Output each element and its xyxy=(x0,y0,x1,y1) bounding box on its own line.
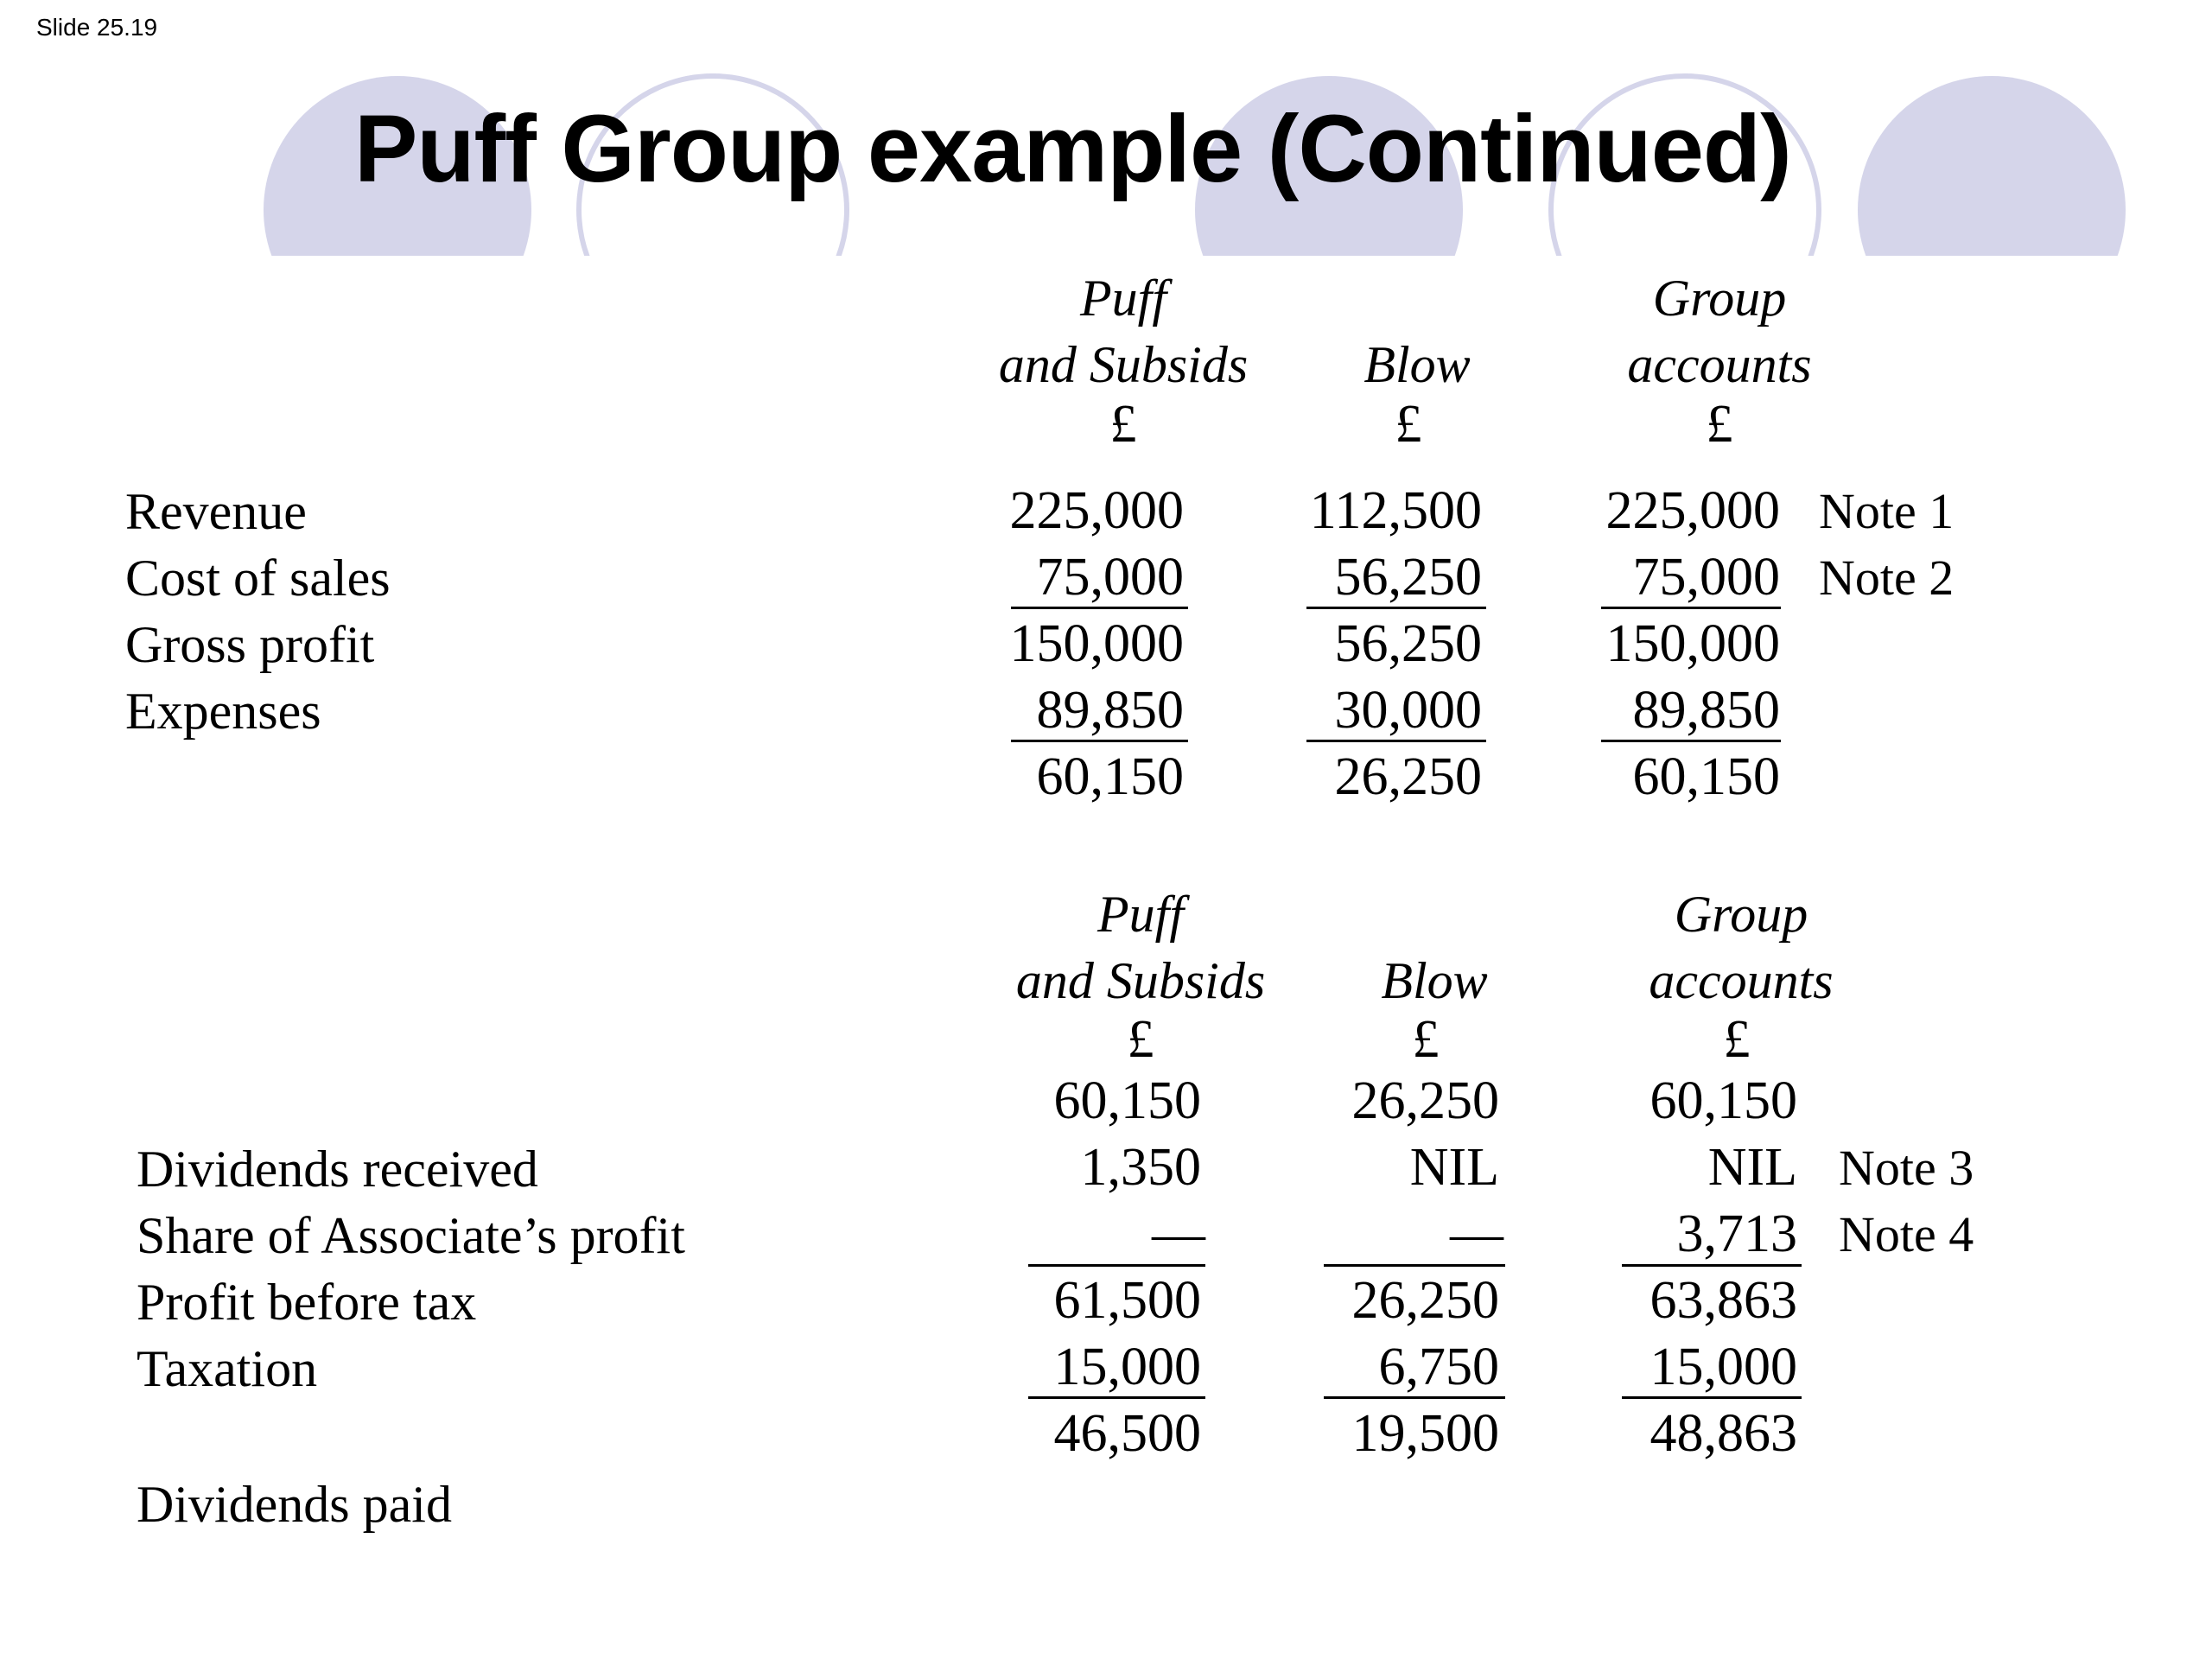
column-currency: £ xyxy=(1395,395,1422,454)
value-cell: 26,250 xyxy=(1351,1271,1499,1330)
value-cell: 15,000 xyxy=(1649,1338,1797,1396)
value-cell: NIL xyxy=(1707,1138,1797,1197)
row-label: Share of Associate’s profit xyxy=(137,1207,685,1264)
value-cell: — xyxy=(1152,1205,1205,1263)
subtotal-rule xyxy=(1306,607,1486,609)
subtotal-rule xyxy=(1324,1396,1505,1399)
value-cell: 56,250 xyxy=(1334,548,1482,607)
value-cell: 19,500 xyxy=(1351,1404,1499,1463)
column-currency: £ xyxy=(1109,395,1137,454)
value-cell: 225,000 xyxy=(1605,481,1780,540)
row-label: Cost of sales xyxy=(125,550,391,607)
value-cell: 89,850 xyxy=(1632,681,1780,740)
note-label: Note 2 xyxy=(1819,550,1955,606)
subtotal-rule xyxy=(1011,740,1188,742)
value-cell: 60,150 xyxy=(1053,1071,1201,1130)
value-cell: 48,863 xyxy=(1649,1404,1797,1463)
value-cell: 225,000 xyxy=(1009,481,1184,540)
subtotal-rule xyxy=(1601,607,1781,609)
column-header-group-accounts: accounts xyxy=(1627,336,1812,393)
subtotal-rule xyxy=(1601,740,1781,742)
subtotal-rule xyxy=(1028,1396,1205,1399)
column-currency: £ xyxy=(1127,1010,1154,1069)
column-currency: £ xyxy=(1706,395,1733,454)
value-cell: 1,350 xyxy=(1080,1138,1201,1197)
row-label: Revenue xyxy=(125,483,307,540)
column-header-group-accounts: accounts xyxy=(1649,952,1834,1009)
value-cell: 63,863 xyxy=(1649,1271,1797,1330)
column-currency: £ xyxy=(1412,1010,1440,1069)
note-label: Note 1 xyxy=(1819,483,1955,539)
subtotal-rule xyxy=(1011,607,1188,609)
column-header-puff-subsids: and Subsids xyxy=(1015,952,1266,1009)
row-label: Dividends paid xyxy=(137,1476,452,1533)
slide-number: Slide 25.19 xyxy=(36,14,158,41)
subtotal-rule xyxy=(1324,1264,1505,1267)
row-label: Profit before tax xyxy=(137,1274,477,1331)
value-cell: 6,750 xyxy=(1378,1338,1499,1396)
value-cell: 61,500 xyxy=(1053,1271,1201,1330)
value-cell: 60,150 xyxy=(1036,747,1184,806)
value-cell: 46,500 xyxy=(1053,1404,1201,1463)
value-cell: 75,000 xyxy=(1036,548,1184,607)
column-header-puff: Puff xyxy=(1080,270,1166,327)
row-label: Dividends received xyxy=(137,1141,538,1198)
column-header-blow: Blow xyxy=(1363,336,1471,393)
subtotal-rule xyxy=(1028,1264,1205,1267)
row-label: Expenses xyxy=(125,683,321,740)
value-cell: 15,000 xyxy=(1053,1338,1201,1396)
value-cell: 150,000 xyxy=(1009,614,1184,673)
value-cell: 3,713 xyxy=(1676,1205,1797,1263)
note-label: Note 3 xyxy=(1839,1140,1974,1196)
subtotal-rule xyxy=(1622,1396,1802,1399)
column-header-blow: Blow xyxy=(1381,952,1488,1009)
value-cell: 75,000 xyxy=(1632,548,1780,607)
column-header-group: Group xyxy=(1674,886,1808,943)
row-label: Gross profit xyxy=(125,616,375,673)
subtotal-rule xyxy=(1306,740,1486,742)
column-header-group: Group xyxy=(1652,270,1787,327)
note-label: Note 4 xyxy=(1839,1206,1974,1262)
value-cell: 60,150 xyxy=(1632,747,1780,806)
column-header-puff: Puff xyxy=(1097,886,1184,943)
value-cell: 26,250 xyxy=(1351,1071,1499,1130)
value-cell: 60,150 xyxy=(1649,1071,1797,1130)
column-currency: £ xyxy=(1723,1010,1751,1069)
value-cell: 89,850 xyxy=(1036,681,1184,740)
value-cell: 30,000 xyxy=(1334,681,1482,740)
row-label: Taxation xyxy=(137,1340,318,1397)
value-cell: NIL xyxy=(1409,1138,1499,1197)
value-cell: 56,250 xyxy=(1334,614,1482,673)
subtotal-rule xyxy=(1622,1264,1802,1267)
value-cell: — xyxy=(1450,1205,1503,1263)
slide-title: Puff Group example (Continued) xyxy=(354,96,1791,202)
column-header-puff-subsids: and Subsids xyxy=(998,336,1249,393)
value-cell: 150,000 xyxy=(1605,614,1780,673)
value-cell: 112,500 xyxy=(1309,481,1482,540)
value-cell: 26,250 xyxy=(1334,747,1482,806)
